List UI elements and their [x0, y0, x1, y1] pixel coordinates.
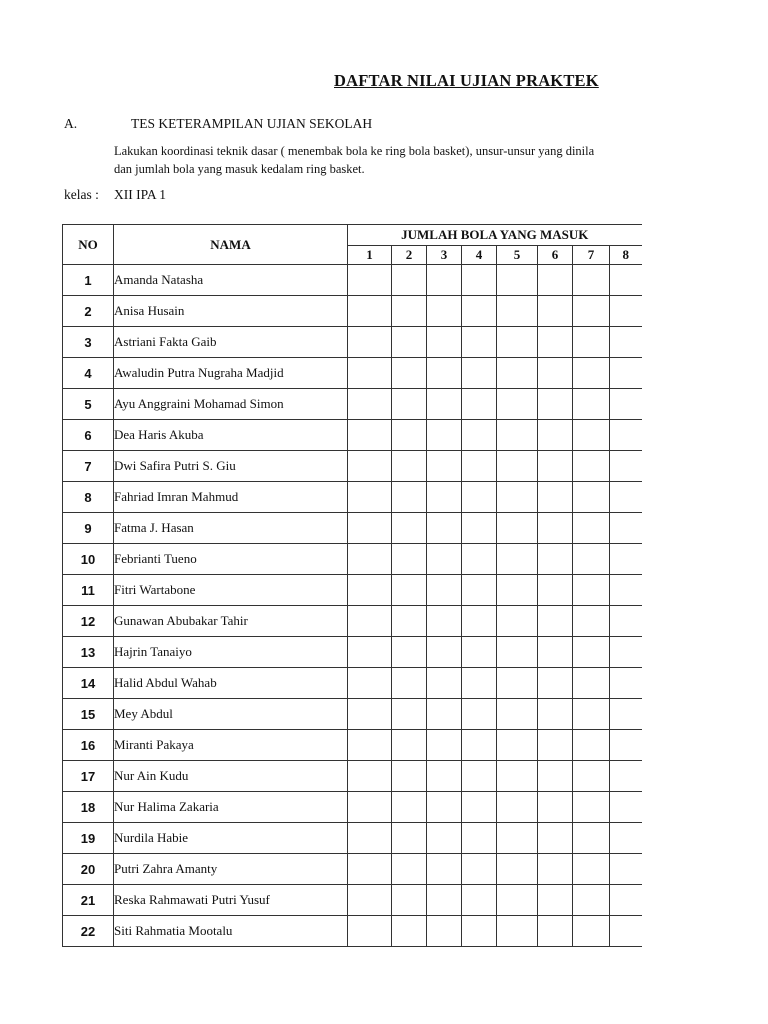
score-cell[interactable] — [392, 358, 427, 389]
table-body — [63, 265, 642, 947]
score-cell[interactable] — [462, 513, 497, 544]
score-cell[interactable] — [462, 327, 497, 358]
score-cell[interactable] — [538, 451, 573, 482]
score-cell[interactable] — [610, 482, 642, 513]
score-cell[interactable] — [497, 854, 538, 885]
instructions-line: Lakukan koordinasi teknik dasar ( menembak bola ke ring bola basket), unsur-unsur yang dinila — [114, 144, 595, 158]
grades-table — [62, 224, 642, 947]
row-number: 2 — [63, 296, 114, 327]
score-cell[interactable] — [610, 544, 642, 575]
section-letter: A. — [64, 116, 78, 131]
score-cell[interactable] — [462, 823, 497, 854]
score-cell[interactable] — [462, 358, 497, 389]
score-cell[interactable] — [497, 916, 538, 947]
score-cell[interactable] — [573, 420, 610, 451]
score-cell[interactable] — [573, 792, 610, 823]
score-cell[interactable] — [610, 420, 642, 451]
score-cell[interactable] — [497, 575, 538, 606]
score-cell[interactable] — [462, 730, 497, 761]
student-name: Halid Abdul Wahab — [114, 668, 348, 699]
score-cell[interactable] — [573, 637, 610, 668]
score-cell[interactable] — [497, 544, 538, 575]
score-cell[interactable] — [462, 544, 497, 575]
score-cell[interactable] — [573, 389, 610, 420]
score-cell[interactable] — [392, 668, 427, 699]
score-cell[interactable] — [610, 389, 642, 420]
table-row — [63, 513, 642, 544]
score-cell[interactable] — [462, 854, 497, 885]
row-number: 21 — [63, 885, 114, 916]
student-name: Fahriad Imran Mahmud — [114, 482, 348, 513]
score-cell[interactable] — [392, 451, 427, 482]
table-row — [63, 699, 642, 730]
score-cell[interactable] — [497, 265, 538, 296]
score-cell[interactable] — [392, 420, 427, 451]
score-cell[interactable] — [497, 389, 538, 420]
student-name: Ayu Anggraini Mohamad Simon — [114, 389, 348, 420]
header-column-1: 1 — [348, 246, 392, 265]
student-name: Putri Zahra Amanty — [114, 854, 348, 885]
score-cell[interactable] — [348, 606, 392, 637]
score-cell[interactable] — [497, 420, 538, 451]
score-cell[interactable] — [497, 761, 538, 792]
row-number: 16 — [63, 730, 114, 761]
table-row — [63, 730, 642, 761]
score-cell[interactable] — [538, 761, 573, 792]
student-name: Mey Abdul — [114, 699, 348, 730]
score-cell[interactable] — [573, 451, 610, 482]
score-cell[interactable] — [348, 358, 392, 389]
score-cell[interactable] — [348, 823, 392, 854]
score-cell[interactable] — [392, 761, 427, 792]
table-row — [63, 854, 642, 885]
score-cell[interactable] — [348, 482, 392, 513]
row-number: 22 — [63, 916, 114, 947]
student-name: Dea Haris Akuba — [114, 420, 348, 451]
score-cell[interactable] — [462, 451, 497, 482]
score-cell[interactable] — [538, 358, 573, 389]
score-cell[interactable] — [427, 854, 462, 885]
score-cell[interactable] — [392, 327, 427, 358]
student-name: Nur Ain Kudu — [114, 761, 348, 792]
table-row — [63, 544, 642, 575]
score-cell[interactable] — [462, 420, 497, 451]
score-cell[interactable] — [573, 575, 610, 606]
student-name: Fatma J. Hasan — [114, 513, 348, 544]
score-cell[interactable] — [573, 668, 610, 699]
score-cell[interactable] — [427, 389, 462, 420]
score-cell[interactable] — [497, 513, 538, 544]
score-cell[interactable] — [348, 296, 392, 327]
score-cell[interactable] — [497, 296, 538, 327]
score-cell[interactable] — [348, 544, 392, 575]
score-cell[interactable] — [538, 854, 573, 885]
score-cell[interactable] — [348, 668, 392, 699]
student-name: Astriani Fakta Gaib — [114, 327, 348, 358]
score-cell[interactable] — [610, 823, 642, 854]
score-cell[interactable] — [392, 575, 427, 606]
table-row — [63, 265, 642, 296]
section-title: TES KETERAMPILAN UJIAN SEKOLAH — [131, 116, 373, 131]
header-column-2: 2 — [392, 246, 427, 265]
score-cell[interactable] — [427, 265, 462, 296]
header-no: NO — [63, 225, 114, 265]
score-cell[interactable] — [392, 730, 427, 761]
row-number: 20 — [63, 854, 114, 885]
score-cell[interactable] — [462, 792, 497, 823]
score-cell[interactable] — [538, 699, 573, 730]
score-cell[interactable] — [573, 358, 610, 389]
score-cell[interactable] — [538, 606, 573, 637]
score-cell[interactable] — [392, 792, 427, 823]
score-cell[interactable] — [538, 482, 573, 513]
table-row — [63, 823, 642, 854]
score-cell[interactable] — [538, 885, 573, 916]
student-name: Reska Rahmawati Putri Yusuf — [114, 885, 348, 916]
score-cell[interactable] — [392, 544, 427, 575]
score-cell[interactable] — [427, 451, 462, 482]
score-cell[interactable] — [573, 327, 610, 358]
row-number: 7 — [63, 451, 114, 482]
score-cell[interactable] — [348, 699, 392, 730]
row-number: 13 — [63, 637, 114, 668]
table-row — [63, 420, 642, 451]
table-row — [63, 296, 642, 327]
score-cell[interactable] — [462, 575, 497, 606]
score-cell[interactable] — [497, 730, 538, 761]
score-cell[interactable] — [573, 544, 610, 575]
score-cell[interactable] — [348, 389, 392, 420]
row-number: 11 — [63, 575, 114, 606]
table-row — [63, 451, 642, 482]
score-cell[interactable] — [392, 885, 427, 916]
score-cell[interactable] — [427, 916, 462, 947]
score-cell[interactable] — [348, 575, 392, 606]
score-cell[interactable] — [462, 482, 497, 513]
score-cell[interactable] — [610, 358, 642, 389]
score-cell[interactable] — [610, 792, 642, 823]
row-number: 17 — [63, 761, 114, 792]
row-number: 19 — [63, 823, 114, 854]
row-number: 10 — [63, 544, 114, 575]
score-cell[interactable] — [497, 606, 538, 637]
score-cell[interactable] — [348, 916, 392, 947]
score-cell[interactable] — [610, 296, 642, 327]
table-row — [63, 327, 642, 358]
score-cell[interactable] — [497, 637, 538, 668]
score-cell[interactable] — [392, 482, 427, 513]
student-name: Anisa Husain — [114, 296, 348, 327]
score-cell[interactable] — [462, 637, 497, 668]
score-cell[interactable] — [427, 730, 462, 761]
score-cell[interactable] — [538, 265, 573, 296]
score-cell[interactable] — [392, 296, 427, 327]
score-cell[interactable] — [573, 482, 610, 513]
score-cell[interactable] — [538, 420, 573, 451]
score-cell[interactable] — [538, 513, 573, 544]
score-cell[interactable] — [573, 699, 610, 730]
student-name: Gunawan Abubakar Tahir — [114, 606, 348, 637]
table-row — [63, 637, 642, 668]
score-cell[interactable] — [573, 730, 610, 761]
student-name: Siti Rahmatia Mootalu — [114, 916, 348, 947]
score-cell[interactable] — [348, 637, 392, 668]
score-cell[interactable] — [573, 606, 610, 637]
score-cell[interactable] — [427, 699, 462, 730]
score-cell[interactable] — [538, 730, 573, 761]
score-cell[interactable] — [348, 854, 392, 885]
page-title: DAFTAR NILAI UJIAN PRAKTEK — [334, 71, 599, 90]
score-cell[interactable] — [573, 854, 610, 885]
score-cell[interactable] — [573, 513, 610, 544]
score-cell[interactable] — [348, 420, 392, 451]
score-cell[interactable] — [348, 730, 392, 761]
score-cell[interactable] — [427, 482, 462, 513]
score-cell[interactable] — [427, 792, 462, 823]
score-cell[interactable] — [427, 823, 462, 854]
header-column-6: 6 — [538, 246, 573, 265]
score-cell[interactable] — [497, 699, 538, 730]
score-cell[interactable] — [462, 389, 497, 420]
score-cell[interactable] — [392, 265, 427, 296]
score-cell[interactable] — [462, 296, 497, 327]
score-cell[interactable] — [610, 451, 642, 482]
row-number: 6 — [63, 420, 114, 451]
score-cell[interactable] — [573, 823, 610, 854]
header-column-8: 8 — [610, 246, 642, 265]
header-nama: NAMA — [114, 225, 348, 265]
student-name: Nurdila Habie — [114, 823, 348, 854]
header-column-5: 5 — [497, 246, 538, 265]
score-cell[interactable] — [497, 451, 538, 482]
score-cell[interactable] — [497, 327, 538, 358]
score-cell[interactable] — [610, 761, 642, 792]
score-cell[interactable] — [538, 668, 573, 699]
table-row — [63, 885, 642, 916]
score-cell[interactable] — [573, 885, 610, 916]
score-cell[interactable] — [427, 606, 462, 637]
score-cell[interactable] — [392, 513, 427, 544]
table-header-row — [63, 225, 642, 246]
score-cell[interactable] — [348, 327, 392, 358]
score-cell[interactable] — [392, 854, 427, 885]
student-name: Nur Halima Zakaria — [114, 792, 348, 823]
score-cell[interactable] — [538, 575, 573, 606]
score-cell[interactable] — [348, 513, 392, 544]
score-cell[interactable] — [497, 668, 538, 699]
header-column-4: 4 — [462, 246, 497, 265]
score-cell[interactable] — [462, 699, 497, 730]
header-jumlah-bola: JUMLAH BOLA YANG MASUK — [348, 225, 642, 246]
score-cell[interactable] — [462, 606, 497, 637]
row-number: 15 — [63, 699, 114, 730]
score-cell[interactable] — [610, 885, 642, 916]
score-cell[interactable] — [348, 792, 392, 823]
score-cell[interactable] — [538, 916, 573, 947]
score-cell[interactable] — [392, 637, 427, 668]
score-cell[interactable] — [348, 451, 392, 482]
score-cell[interactable] — [573, 296, 610, 327]
score-cell[interactable] — [348, 885, 392, 916]
header-column-3: 3 — [427, 246, 462, 265]
score-cell[interactable] — [348, 761, 392, 792]
score-cell[interactable] — [610, 265, 642, 296]
instructions-line: dan jumlah bola yang masuk kedalam ring basket. — [114, 162, 365, 176]
score-cell[interactable] — [427, 513, 462, 544]
score-cell[interactable] — [610, 916, 642, 947]
score-cell[interactable] — [392, 916, 427, 947]
score-cell[interactable] — [497, 358, 538, 389]
student-name: Amanda Natasha — [114, 265, 348, 296]
score-cell[interactable] — [538, 296, 573, 327]
score-cell[interactable] — [348, 265, 392, 296]
score-cell[interactable] — [538, 637, 573, 668]
score-cell[interactable] — [610, 854, 642, 885]
score-cell[interactable] — [462, 885, 497, 916]
row-number: 9 — [63, 513, 114, 544]
score-cell[interactable] — [610, 606, 642, 637]
score-cell[interactable] — [573, 916, 610, 947]
score-cell[interactable] — [427, 358, 462, 389]
score-cell[interactable] — [538, 544, 573, 575]
row-number: 12 — [63, 606, 114, 637]
table-row — [63, 792, 642, 823]
header-column-7: 7 — [573, 246, 610, 265]
row-number: 5 — [63, 389, 114, 420]
score-cell[interactable] — [573, 761, 610, 792]
row-number: 14 — [63, 668, 114, 699]
score-cell[interactable] — [427, 544, 462, 575]
score-cell[interactable] — [392, 606, 427, 637]
score-cell[interactable] — [538, 327, 573, 358]
score-cell[interactable] — [538, 792, 573, 823]
score-cell[interactable] — [427, 885, 462, 916]
table-row — [63, 668, 642, 699]
score-cell[interactable] — [427, 327, 462, 358]
row-number: 18 — [63, 792, 114, 823]
score-cell[interactable] — [538, 389, 573, 420]
student-name: Awaludin Putra Nugraha Madjid — [114, 358, 348, 389]
score-cell[interactable] — [610, 668, 642, 699]
score-cell[interactable] — [610, 637, 642, 668]
score-cell[interactable] — [462, 916, 497, 947]
row-number: 1 — [63, 265, 114, 296]
score-cell[interactable] — [462, 668, 497, 699]
table-row — [63, 761, 642, 792]
score-cell[interactable] — [497, 823, 538, 854]
table-row — [63, 358, 642, 389]
score-cell[interactable] — [538, 823, 573, 854]
table-row — [63, 389, 642, 420]
score-cell[interactable] — [392, 699, 427, 730]
table-row — [63, 606, 642, 637]
score-cell[interactable] — [427, 637, 462, 668]
score-cell[interactable] — [427, 668, 462, 699]
score-cell[interactable] — [427, 761, 462, 792]
score-cell[interactable] — [462, 265, 497, 296]
score-cell[interactable] — [497, 482, 538, 513]
score-cell[interactable] — [497, 885, 538, 916]
score-cell[interactable] — [427, 575, 462, 606]
score-cell[interactable] — [427, 296, 462, 327]
instructions — [114, 142, 644, 178]
score-cell[interactable] — [573, 265, 610, 296]
score-cell[interactable] — [462, 761, 497, 792]
row-number: 8 — [63, 482, 114, 513]
table-row — [63, 575, 642, 606]
score-cell[interactable] — [392, 823, 427, 854]
score-cell[interactable] — [497, 792, 538, 823]
score-cell[interactable] — [427, 420, 462, 451]
score-cell[interactable] — [610, 513, 642, 544]
score-cell[interactable] — [610, 699, 642, 730]
score-cell[interactable] — [610, 575, 642, 606]
student-name: Hajrin Tanaiyo — [114, 637, 348, 668]
table-row — [63, 482, 642, 513]
row-number: 4 — [63, 358, 114, 389]
score-cell[interactable] — [610, 730, 642, 761]
student-name: Febrianti Tueno — [114, 544, 348, 575]
kelas-label: kelas : — [64, 187, 99, 202]
student-name: Dwi Safira Putri S. Giu — [114, 451, 348, 482]
student-name: Fitri Wartabone — [114, 575, 348, 606]
row-number: 3 — [63, 327, 114, 358]
score-cell[interactable] — [610, 327, 642, 358]
table-row — [63, 916, 642, 947]
kelas-value: XII IPA 1 — [114, 187, 167, 202]
score-cell[interactable] — [392, 389, 427, 420]
student-name: Miranti Pakaya — [114, 730, 348, 761]
